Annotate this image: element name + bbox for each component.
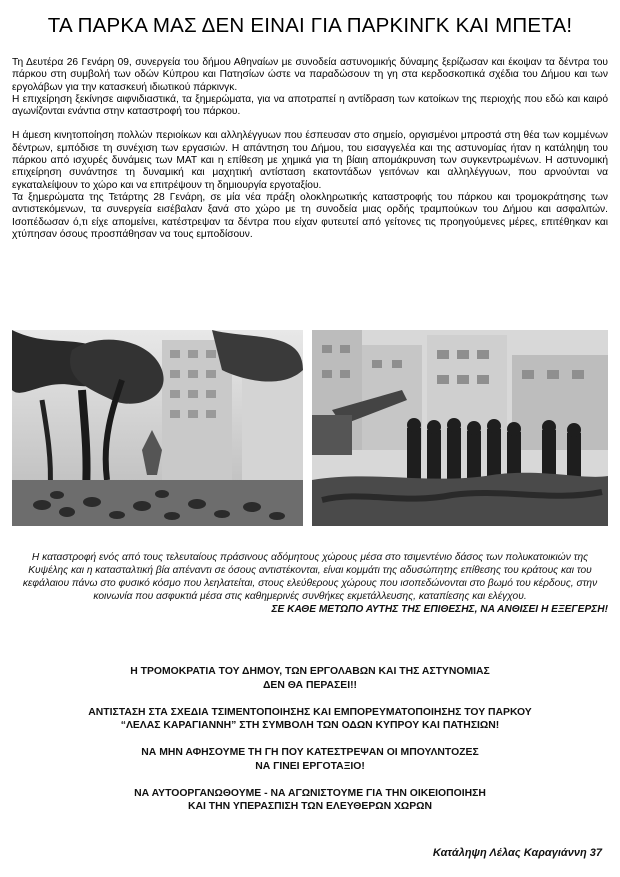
photo-caption	[12, 551, 608, 616]
paragraph-1: Τη Δευτέρα 26 Γενάρη 09, συνεργεία του δήμου Αθηναίων με συνοδεία αστυνομικής δύναμης ξερίζωσαν και έκοψαν τα δέντρα του πάρκου στη συμβολή των οδών Κύπρου και Πατησίων ώστε να παραδώσουν τη γη στα κερδοσκοπικά σχέδια του Δήμου και των εργολάβων για την κατασκευή ιδιωτικού πάρκινγκ.	[12, 57, 608, 93]
demand-line: “ΛΕΛΑΣ ΚΑΡΑΓΙΑΝΝΗ” ΣΤΗ ΣΥΜΒΟΛΗ ΤΩΝ ΟΔΩΝ ΚΥΠΡΟΥ ΚΑΙ ΠΑΤΗΣΙΩΝ!	[120, 720, 500, 731]
demand-block	[12, 787, 608, 814]
demand-block	[12, 706, 608, 733]
paragraph-2: Η επιχείρηση ξεκίνησε αιφνιδιαστικά, τα ξημερώματα, για να αποτραπεί η αντίδραση των κατοίκων της περιοχής που εδώ και καιρό αγωνίζονται ενάντια στην καταστροφή του πάρκου.	[12, 93, 608, 118]
demand-line: ΝΑ ΑΥΤΟΟΡΓΑΝΩΘΟΥΜΕ - ΝΑ ΑΓΩΝΙΣΤΟΥΜΕ ΓΙΑ ΤΗΝ ΟΙΚΕΙΟΠΟΙΗΣΗ	[134, 787, 486, 799]
article-body	[12, 57, 608, 241]
page-title: ΤΑ ΠΑΡΚΑ ΜΑΣ ΔΕΝ ΕΙΝΑΙ ΓΙΑ ΠΑΡΚΙΝΓΚ ΚΑΙ ΜΠΕΤΑ!	[47, 14, 573, 37]
demand-line: ΔΕΝ ΘΑ ΠΕΡΑΣΕΙ!!	[262, 679, 358, 691]
demand-line: ΝΑ ΓΙΝΕΙ ΕΡΓΟΤΑΞΙΟ!	[255, 760, 365, 772]
paragraph-3: Η άμεση κινητοποίηση πολλών περιοίκων και αλληλέγγυων που έσπευσαν στο σημείο, οργισμένοι μπροστά στη θέα των κομμένων δέντρων, εμπόδισε τη συνέχιση των εργασιών. Η απάντηση του Δήμου, του εισαγγελέα και της αστυνομίας ήταν η κατάληψη του πάρκου από ισχυρές δυνάμεις των ΜΑΤ και η επίθεση με χημικά για τη βίαιη απομάκρυνση των συγκεντρωμένων. Η αστυνομική επιχείρηση συνάντησε τη δυναμική και μαχητική αντίσταση εκατοντάδων γειτόνων και αλληλέγγυων, που αρνούνται να εγκαταλείψουν το χώρο και να επιτρέψουν τη δημιουργία εργοταξίου.	[12, 130, 608, 191]
park-trees-photo	[12, 330, 303, 526]
demands-section	[12, 665, 608, 827]
riot-police-photo	[312, 330, 608, 526]
demand-block	[12, 746, 608, 773]
demand-line: ΚΑΙ ΤΗΝ ΥΠΕΡΑΣΠΙΣΗ ΤΩΝ ΕΛΕΥΘΕΡΩΝ ΧΩΡΩΝ	[187, 801, 432, 812]
demand-line: ΑΝΤΙΣΤΑΣΗ ΣΤΑ ΣΧΕΔΙΑ ΤΣΙΜΕΝΤΟΠΟΙΗΣΗΣ ΚΑΙ ΕΜΠΟΡΕΥΜΑΤΟΠΟΙΗΣΗΣ ΤΟΥ ΠΑΡΚΟΥ	[88, 706, 532, 718]
caption-slogan: ΣΕ ΚΑΘΕ ΜΕΤΩΠΟ ΑΥΤΗΣ ΤΗΣ ΕΠΙΘΕΣΗΣ, ΝΑ ΑΝΘΙΣΕΙ Η ΕΞΕΓΕΡΣΗ!	[271, 604, 608, 615]
signature: Κατάληψη Λέλας Καραγιάννη 37	[432, 847, 602, 859]
paragraph-4: Τα ξημερώματα της Τετάρτης 28 Γενάρη, σε μία νέα πράξη ολοκληρωτικής καταστροφής του πάρκου και τρομοκράτησης των αντιστεκόμενων, τα συνεργεία εισέβαλαν ξανά στο χώρο με τη συνοδεία μιας ορδής τραμπούκων του Δήμου και ασφαλιτών. Ισοπέδωσαν ό,τι είχε απομείνει, κατέστρεψαν τα δέντρα που είχαν φυτευτεί από γείτονες τις προηγούμενες μέρες, επιτέθηκαν και χτύπησαν όσους προσπάθησαν να τους εμποδίσουν.	[12, 191, 608, 240]
demand-line: ΝΑ ΜΗΝ ΑΦΗΣΟΥΜΕ ΤΗ ΓΗ ΠΟΥ ΚΑΤΕΣΤΡΕΨΑΝ ΟΙ ΜΠΟΥΛΝΤΟΖΕΣ	[141, 747, 479, 758]
demand-line: Η ΤΡΟΜΟΚΡΑΤΙΑ ΤΟΥ ΔΗΜΟΥ, ΤΩΝ ΕΡΓΟΛΑΒΩΝ ΚΑΙ ΤΗΣ ΑΣΤΥΝΟΜΙΑΣ	[130, 666, 490, 677]
demand-block	[12, 665, 608, 692]
caption-text: Η καταστροφή ενός από τους τελευταίους πράσινους αδόμητους χώρους μέσα στο τσιμεντένιο δάσος των πολυκατοικιών της Κυψέλης και η κατασταλτική βία απέναντι σε όσους αντιστέκονται, είναι κομμάτι της αδυσώπητης επίθεσης του κράτους και του κεφάλαιου πάνω στο φυσικό κόσμο που λεηλατείται, στους ελεύθερους χώρους που ισοπεδώνονται στο βωμό του κέρδους, στην κοινωνία που ασφυκτιά μέσα στις καθημερινές συνθήκες εκμετάλλευσης, καταπίεσης και ελέγχου.	[22, 552, 598, 602]
